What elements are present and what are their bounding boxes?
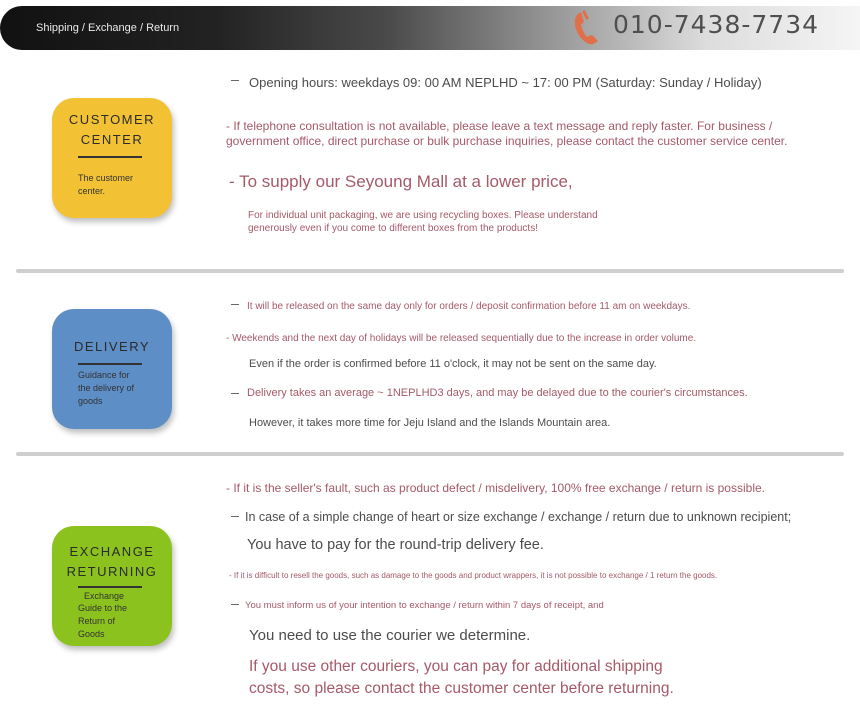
exchange-line: - If it is difficult to resell the goods, such as damage to the goods and product wrappers, it is not possible to exchange / 1 return the goods. bbox=[229, 571, 718, 580]
section-divider bbox=[16, 452, 844, 456]
bullet-dash bbox=[231, 80, 239, 81]
packaging-note: For individual unit packaging, we are using recycling boxes. Please understand bbox=[248, 210, 598, 221]
badge-title: CUSTOMER bbox=[68, 112, 156, 127]
badge-rule bbox=[78, 363, 142, 365]
badge-title: DELIVERY bbox=[73, 339, 151, 354]
delivery-badge bbox=[52, 309, 172, 429]
delivery-line: Delivery takes an average ~ 1NEPLHD3 days, and may be delayed due to the courier's circumstances. bbox=[247, 387, 748, 399]
badge-subtitle: Exchange bbox=[84, 591, 125, 601]
packaging-note: generously even if you come to different boxes from the products! bbox=[248, 223, 538, 234]
phone-number[interactable]: 010-7438-7734 bbox=[613, 10, 820, 39]
exchange-line: costs, so please contact the customer center before returning. bbox=[249, 680, 674, 697]
header-bar bbox=[0, 6, 860, 50]
phone-note: government office, direct purchase or bulk purchase inquiries, please contact the customer service center. bbox=[226, 134, 788, 148]
phone-note: - If telephone consultation is not available, please leave a text message and reply faster. For business / bbox=[226, 119, 773, 133]
exchange-line: You have to pay for the round-trip delivery fee. bbox=[247, 537, 544, 553]
bullet-dash bbox=[231, 516, 239, 517]
exchange-line: You must inform us of your intention to exchange / return within 7 days of receipt, and bbox=[245, 600, 604, 611]
badge-subtitle: Return of bbox=[78, 616, 116, 626]
customer-center-badge bbox=[52, 98, 172, 218]
bullet-dash bbox=[231, 393, 239, 394]
exchange-line: You need to use the courier we determine. bbox=[249, 627, 531, 644]
bullet-dash bbox=[231, 304, 239, 305]
badge-subtitle: Guide to the bbox=[78, 603, 128, 613]
badge-subtitle: The customer center. bbox=[78, 173, 134, 196]
exchange-line: If you use other couriers, you can pay for additional shipping bbox=[249, 658, 663, 675]
badge-title: CENTER bbox=[80, 132, 144, 147]
delivery-line: It will be released on the same day only for orders / deposit confirmation before 11 am on weekdays. bbox=[247, 301, 691, 312]
badge-subtitle: Guidance for the delivery of goods bbox=[78, 370, 135, 406]
badge-rule bbox=[78, 156, 142, 158]
badge-rule bbox=[78, 586, 142, 588]
supply-heading: - To supply our Seyoung Mall at a lower price, bbox=[229, 172, 573, 191]
exchange-line: In case of a simple change of heart or size exchange / exchange / return due to unknown recipient; bbox=[245, 510, 792, 524]
delivery-line: However, it takes more time for Jeju Island and the Islands Mountain area. bbox=[249, 417, 611, 429]
bullet-dash bbox=[231, 604, 239, 605]
opening-hours: Opening hours: weekdays 09: 00 AM NEPLHD ~ 17: 00 PM (Saturday: Sunday / Holiday) bbox=[249, 75, 762, 90]
delivery-line: - Weekends and the next day of holidays will be released sequentially due to the increase in order volume. bbox=[226, 333, 697, 344]
exchange-badge bbox=[52, 526, 172, 646]
breadcrumb[interactable]: Shipping / Exchange / Return bbox=[36, 22, 180, 34]
delivery-line: Even if the order is confirmed before 11 o'clock, it may not be sent on the same day. bbox=[249, 358, 657, 370]
exchange-line: - If it is the seller's fault, such as product defect / misdelivery, 100% free exchange / return is possible. bbox=[226, 481, 765, 495]
badge-subtitle: Goods bbox=[78, 629, 105, 639]
phone-icon bbox=[572, 10, 600, 46]
badge-title: RETURNING bbox=[66, 564, 158, 579]
badge-title: EXCHANGE bbox=[69, 544, 155, 559]
section-divider bbox=[16, 269, 844, 273]
